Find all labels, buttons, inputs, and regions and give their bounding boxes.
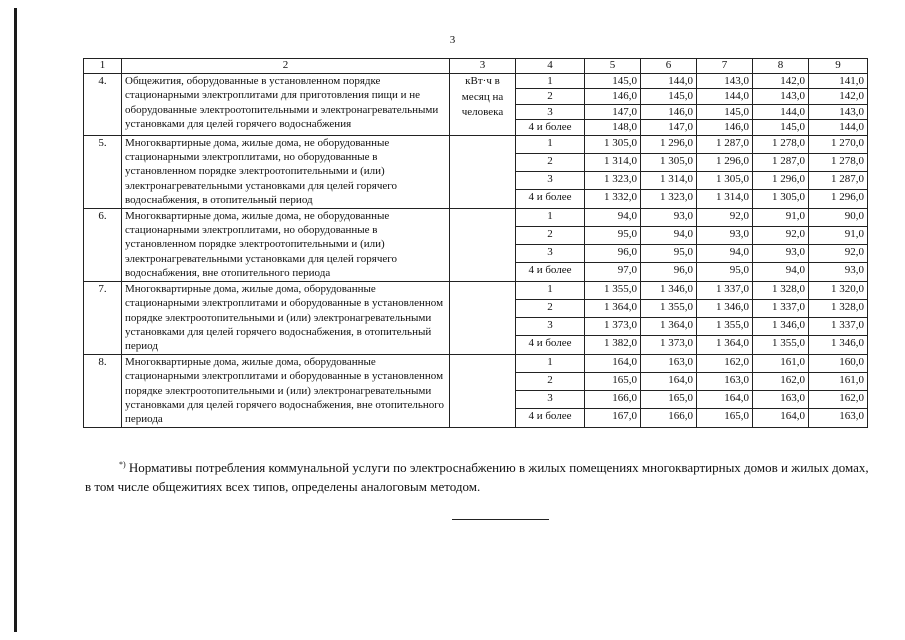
persons-count: 4 и более xyxy=(516,263,585,281)
norm-value: 90,0 xyxy=(809,208,868,226)
norm-value: 1 328,0 xyxy=(809,299,868,317)
norm-value: 94,0 xyxy=(697,245,753,263)
header-cell: 5 xyxy=(585,59,641,74)
norm-value: 1 305,0 xyxy=(697,172,753,190)
norm-value: 147,0 xyxy=(641,120,697,135)
persons-count: 2 xyxy=(516,226,585,244)
norm-value: 141,0 xyxy=(809,74,868,89)
consumer-category-description: Многоквартирные дома, жилые дома, оборудованные стационарными электроплитами и оборудованные в установленном порядке электроотопительными и (или) электронагревательными установками для целей горячего водоснабжения, вне отопительного периода xyxy=(122,354,450,427)
norm-value: 146,0 xyxy=(641,104,697,119)
norm-value: 1 364,0 xyxy=(697,336,753,354)
norm-value: 96,0 xyxy=(585,245,641,263)
consumer-category-description: Многоквартирные дома, жилые дома, не оборудованные стационарными электроплитами, но оборудованные в установленном порядке электроотопительными и (или) электронагревательными установками для целей горячего водоснабжения, в отопительный период xyxy=(122,135,450,208)
persons-count: 3 xyxy=(516,172,585,190)
norm-value: 1 305,0 xyxy=(585,135,641,153)
norm-value: 163,0 xyxy=(697,372,753,390)
norm-value: 93,0 xyxy=(641,208,697,226)
norm-value: 93,0 xyxy=(697,226,753,244)
norm-value: 143,0 xyxy=(753,89,809,104)
persons-count: 3 xyxy=(516,245,585,263)
norm-value: 143,0 xyxy=(809,104,868,119)
persons-count: 4 и более xyxy=(516,409,585,427)
table-body xyxy=(84,59,868,428)
footnote-separator-line xyxy=(452,519,549,520)
norm-value: 162,0 xyxy=(753,372,809,390)
norm-value: 144,0 xyxy=(697,89,753,104)
persons-count: 4 и более xyxy=(516,120,585,135)
unit-column-empty xyxy=(450,208,516,281)
norm-value: 146,0 xyxy=(697,120,753,135)
header-cell: 6 xyxy=(641,59,697,74)
norm-value: 145,0 xyxy=(697,104,753,119)
norm-value: 164,0 xyxy=(641,372,697,390)
table-row xyxy=(84,74,868,89)
norm-value: 97,0 xyxy=(585,263,641,281)
norm-value: 163,0 xyxy=(753,391,809,409)
persons-count: 4 и более xyxy=(516,336,585,354)
norm-value: 166,0 xyxy=(641,409,697,427)
norm-value: 1 296,0 xyxy=(641,135,697,153)
norm-value: 163,0 xyxy=(641,354,697,372)
norm-value: 94,0 xyxy=(585,208,641,226)
norm-value: 1 287,0 xyxy=(697,135,753,153)
header-cell: 8 xyxy=(753,59,809,74)
norm-value: 165,0 xyxy=(641,391,697,409)
consumer-category-description: Многоквартирные дома, жилые дома, не оборудованные стационарными электроплитами, но оборудованные в установленном порядке электроотопительными и (или) электронагревательными установками для целей горячего водоснабжения, вне отопительного периода xyxy=(122,208,450,281)
norm-value: 1 305,0 xyxy=(753,190,809,208)
header-cell: 4 xyxy=(516,59,585,74)
norm-value: 147,0 xyxy=(585,104,641,119)
norm-value: 1 328,0 xyxy=(753,281,809,299)
norm-value: 1 337,0 xyxy=(753,299,809,317)
norm-value: 1 364,0 xyxy=(641,318,697,336)
consumer-category-description: Общежития, оборудованные в установленном порядке стационарными электроплитами для приготовления пищи и не оборудованные электроотопительными и электронагревательными установками для целей горячего водоснабжения xyxy=(122,74,450,136)
norm-value: 91,0 xyxy=(809,226,868,244)
unit-column-empty xyxy=(450,281,516,354)
norm-value: 1 355,0 xyxy=(585,281,641,299)
norm-value: 93,0 xyxy=(753,245,809,263)
table-row xyxy=(84,281,868,299)
persons-count: 2 xyxy=(516,372,585,390)
unit-column-empty xyxy=(450,354,516,427)
norm-value: 146,0 xyxy=(585,89,641,104)
row-number: 8. xyxy=(84,354,122,427)
persons-count: 2 xyxy=(516,89,585,104)
persons-count: 3 xyxy=(516,104,585,119)
norm-value: 1 346,0 xyxy=(809,336,868,354)
norm-value: 91,0 xyxy=(753,208,809,226)
unit-column-empty xyxy=(450,135,516,208)
norm-value: 162,0 xyxy=(809,391,868,409)
header-cell: 9 xyxy=(809,59,868,74)
persons-count: 1 xyxy=(516,354,585,372)
norm-value: 143,0 xyxy=(697,74,753,89)
norm-value: 1 382,0 xyxy=(585,336,641,354)
persons-count: 1 xyxy=(516,208,585,226)
norm-value: 1 332,0 xyxy=(585,190,641,208)
norm-value: 94,0 xyxy=(753,263,809,281)
norm-value: 1 296,0 xyxy=(753,172,809,190)
norm-value: 92,0 xyxy=(809,245,868,263)
row-number: 5. xyxy=(84,135,122,208)
header-cell: 2 xyxy=(122,59,450,74)
norm-value: 1 346,0 xyxy=(753,318,809,336)
norm-value: 1 355,0 xyxy=(641,299,697,317)
table-row xyxy=(84,208,868,226)
norm-value: 1 314,0 xyxy=(641,172,697,190)
norm-value: 1 373,0 xyxy=(585,318,641,336)
persons-count: 3 xyxy=(516,318,585,336)
page-number: 3 xyxy=(449,34,456,46)
norm-value: 165,0 xyxy=(697,409,753,427)
norm-value: 142,0 xyxy=(809,89,868,104)
norm-value: 1 287,0 xyxy=(809,172,868,190)
footnote-text: Нормативы потребления коммунальной услуги по электроснабжению в жилых помещениях многоквартирных домов и жилых домах, в том числе общежитиях всех типов, определены аналоговым методом. xyxy=(85,460,869,494)
norm-value: 144,0 xyxy=(641,74,697,89)
header-cell: 3 xyxy=(450,59,516,74)
norm-value: 162,0 xyxy=(697,354,753,372)
footnote xyxy=(85,455,875,496)
norm-value: 163,0 xyxy=(809,409,868,427)
norm-value: 166,0 xyxy=(585,391,641,409)
norm-value: 1 323,0 xyxy=(641,190,697,208)
header-row xyxy=(84,59,868,74)
norm-value: 145,0 xyxy=(753,120,809,135)
norm-value: 1 287,0 xyxy=(753,153,809,171)
norm-value: 148,0 xyxy=(585,120,641,135)
norm-value: 1 270,0 xyxy=(809,135,868,153)
header-cell: 1 xyxy=(84,59,122,74)
persons-count: 1 xyxy=(516,74,585,89)
footnote-marker: *) xyxy=(119,460,126,469)
norm-value: 1 278,0 xyxy=(753,135,809,153)
norm-value: 164,0 xyxy=(753,409,809,427)
norm-value: 1 364,0 xyxy=(585,299,641,317)
norm-value: 94,0 xyxy=(641,226,697,244)
norm-value: 142,0 xyxy=(753,74,809,89)
norm-value: 1 314,0 xyxy=(697,190,753,208)
norm-value: 1 296,0 xyxy=(697,153,753,171)
row-number: 7. xyxy=(84,281,122,354)
norm-value: 1 314,0 xyxy=(585,153,641,171)
persons-count: 1 xyxy=(516,281,585,299)
norm-value: 164,0 xyxy=(697,391,753,409)
unit-of-measure: кВт·ч в месяц на человека xyxy=(450,74,516,136)
norm-value: 144,0 xyxy=(809,120,868,135)
norm-value: 92,0 xyxy=(753,226,809,244)
norm-value: 161,0 xyxy=(809,372,868,390)
norm-value: 164,0 xyxy=(585,354,641,372)
norm-value: 1 296,0 xyxy=(809,190,868,208)
norm-value: 160,0 xyxy=(809,354,868,372)
persons-count: 2 xyxy=(516,153,585,171)
norm-value: 96,0 xyxy=(641,263,697,281)
norm-value: 167,0 xyxy=(585,409,641,427)
norm-value: 144,0 xyxy=(753,104,809,119)
persons-count: 2 xyxy=(516,299,585,317)
norm-value: 1 323,0 xyxy=(585,172,641,190)
consumer-category-description: Многоквартирные дома, жилые дома, оборудованные стационарными электроплитами и оборудованные в установленном порядке электроотопительными и (или) электронагревательными установками для целей горячего водоснабжения, в отопительный период xyxy=(122,281,450,354)
norm-value: 165,0 xyxy=(585,372,641,390)
norm-value: 1 346,0 xyxy=(697,299,753,317)
norm-value: 1 346,0 xyxy=(641,281,697,299)
persons-count: 1 xyxy=(516,135,585,153)
norm-value: 1 278,0 xyxy=(809,153,868,171)
norm-value: 95,0 xyxy=(697,263,753,281)
norm-value: 1 337,0 xyxy=(809,318,868,336)
row-number: 6. xyxy=(84,208,122,281)
table-row xyxy=(84,354,868,372)
norm-value: 1 355,0 xyxy=(697,318,753,336)
norm-value: 92,0 xyxy=(697,208,753,226)
persons-count: 3 xyxy=(516,391,585,409)
norm-value: 1 373,0 xyxy=(641,336,697,354)
norm-value: 1 337,0 xyxy=(697,281,753,299)
norm-value: 1 320,0 xyxy=(809,281,868,299)
consumption-norms-table xyxy=(83,58,868,428)
page-edge-bar xyxy=(14,8,17,632)
row-number: 4. xyxy=(84,74,122,136)
norm-value: 93,0 xyxy=(809,263,868,281)
norm-value: 95,0 xyxy=(641,245,697,263)
norm-value: 1 355,0 xyxy=(753,336,809,354)
norm-value: 145,0 xyxy=(585,74,641,89)
norm-value: 1 305,0 xyxy=(641,153,697,171)
norm-value: 145,0 xyxy=(641,89,697,104)
norm-value: 161,0 xyxy=(753,354,809,372)
norm-value: 95,0 xyxy=(585,226,641,244)
table-row xyxy=(84,135,868,153)
persons-count: 4 и более xyxy=(516,190,585,208)
header-cell: 7 xyxy=(697,59,753,74)
